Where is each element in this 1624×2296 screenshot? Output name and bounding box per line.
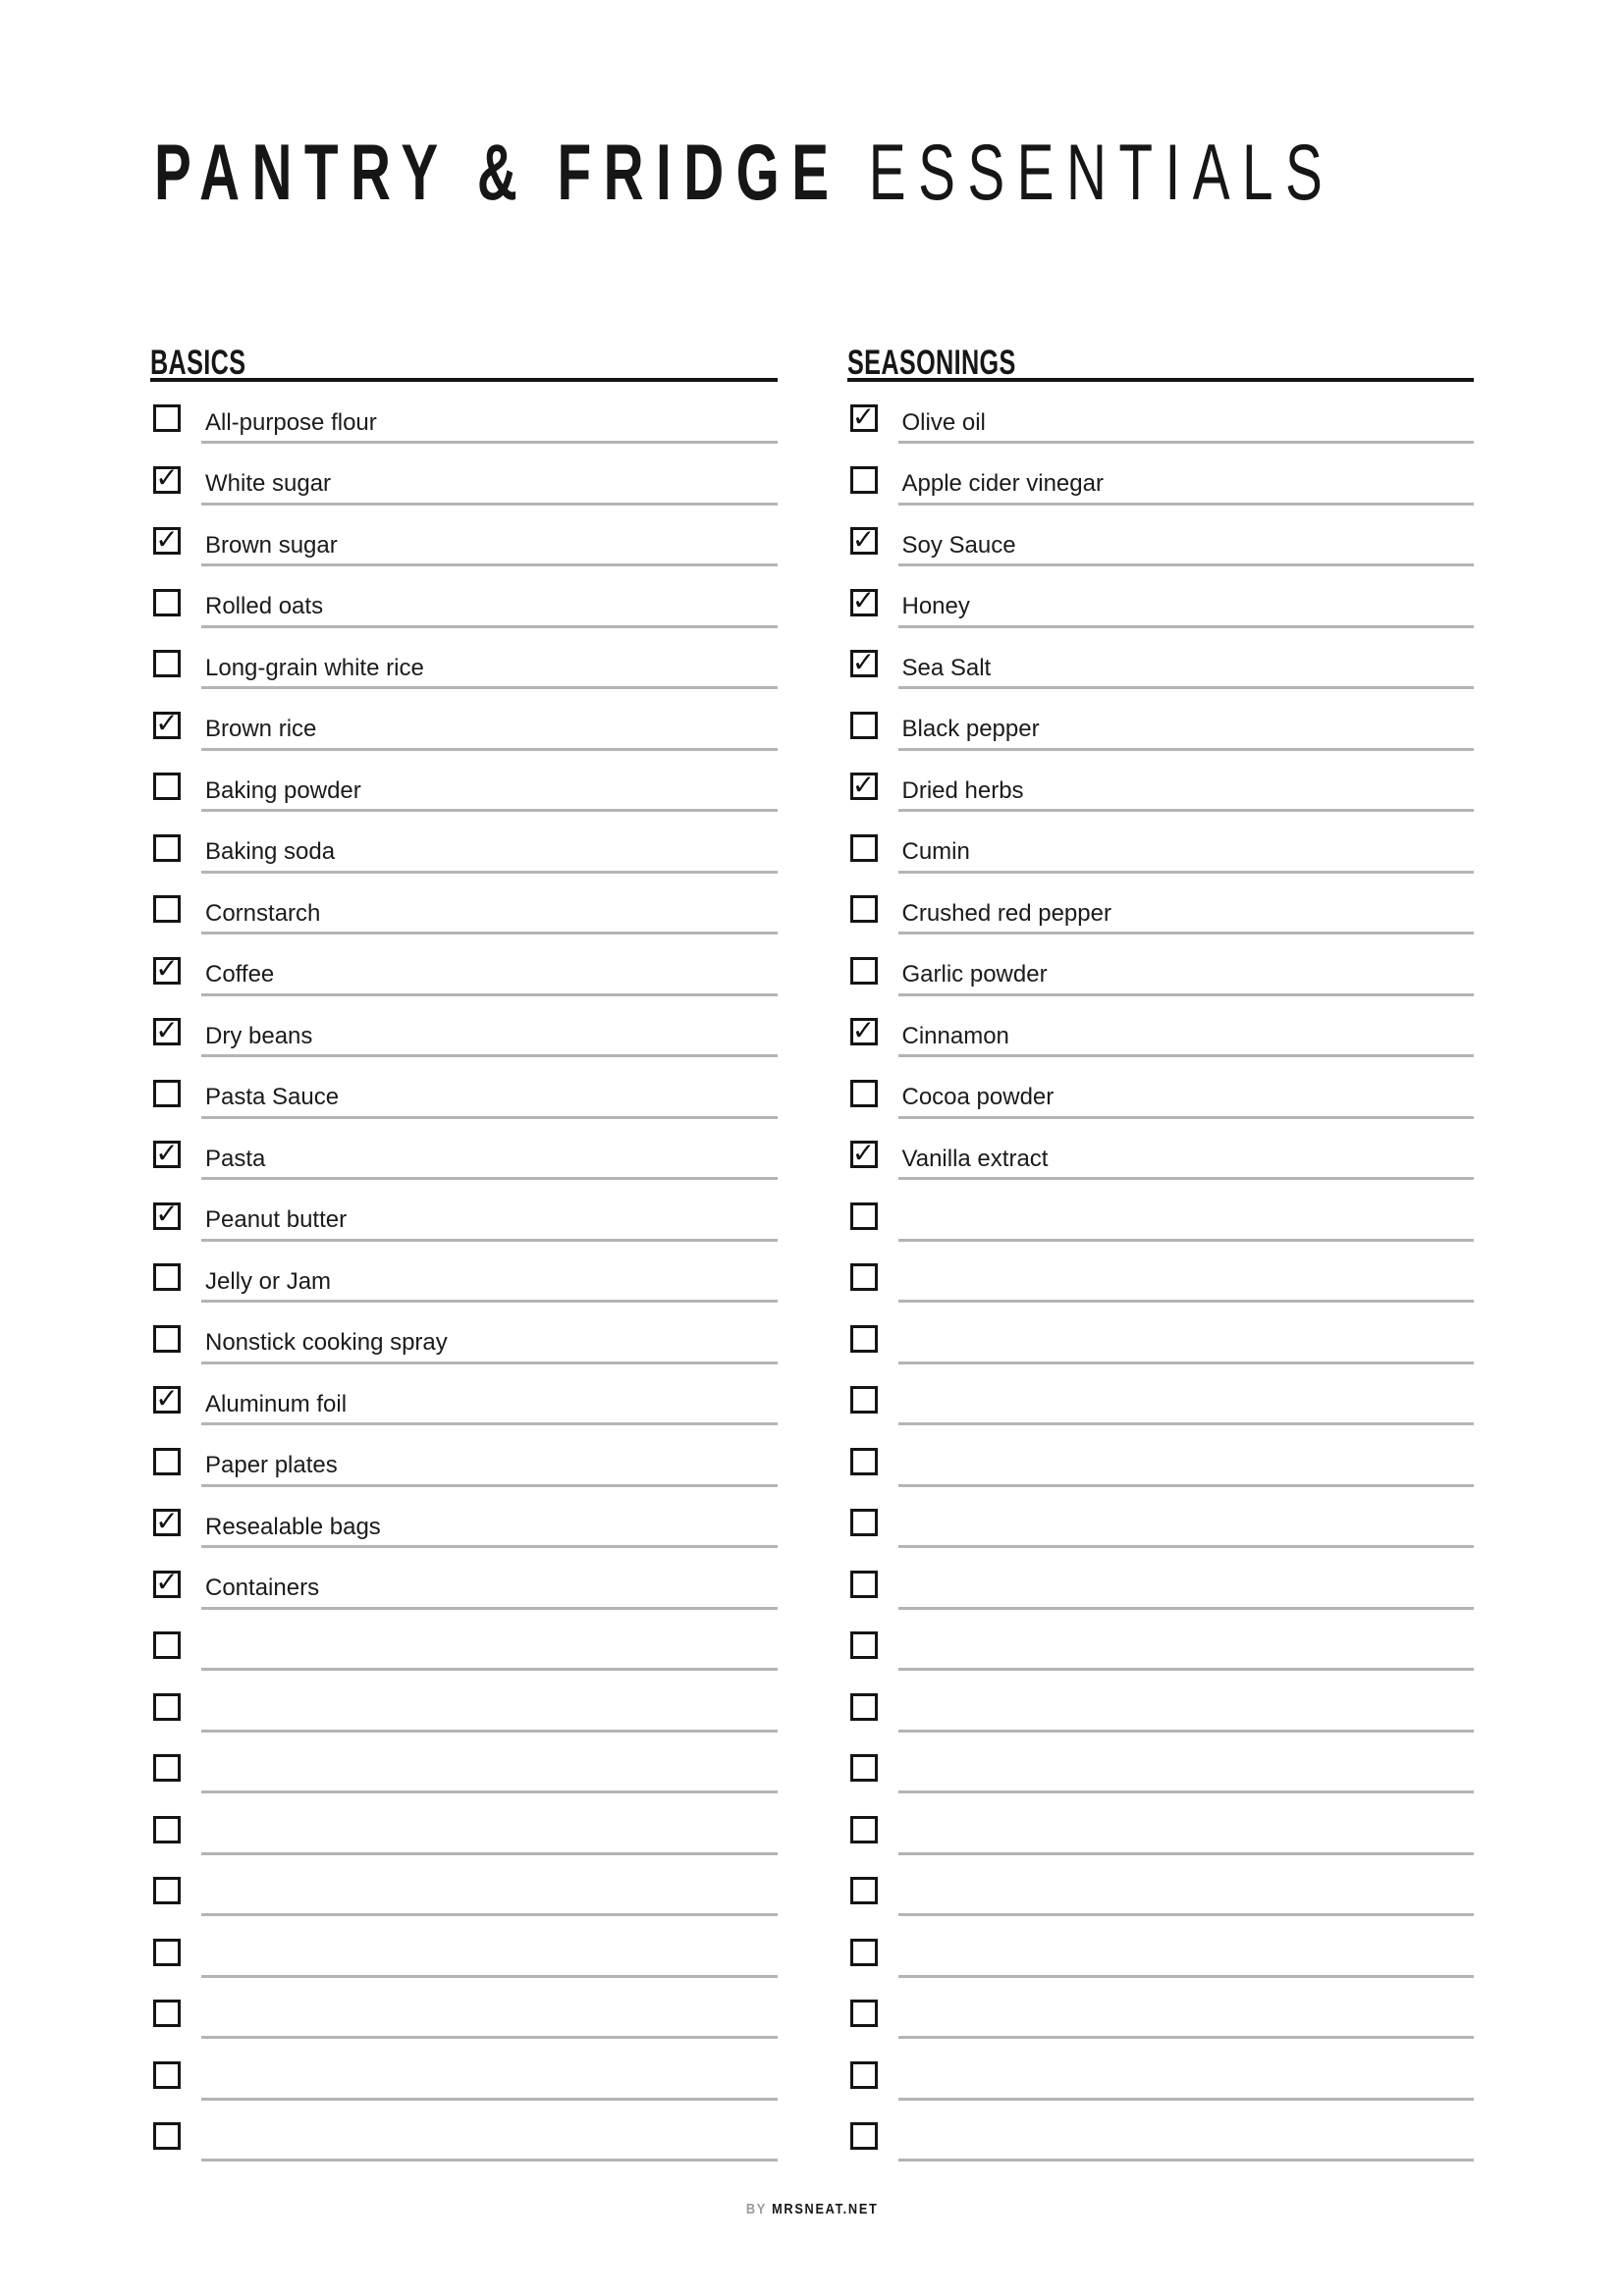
item-label: Olive oil [901,408,986,436]
checklist-row [847,1754,1475,1816]
checkbox-unchecked[interactable] [850,1386,878,1414]
item-underline [201,1141,778,1180]
checklist-row [847,895,1475,957]
checklist-row [150,1136,778,1202]
item-label: Paper plates [205,1452,338,1478]
footer-credit [746,2201,879,2217]
checklist-row [150,1693,778,1755]
checkbox-checked[interactable]: ✓ [850,404,878,432]
item-label: Cinnamon [901,1022,1009,1049]
checklist-row [150,1631,778,1693]
footer-by-label: BY [745,2201,767,2217]
checkbox-unchecked[interactable] [153,1816,181,1843]
item-underline [201,1509,778,1548]
checkbox-unchecked[interactable] [153,1448,181,1475]
item-underline [201,1325,778,1364]
item-underline [201,1448,778,1487]
footer-site-label: MRSNEAT.NET [771,2201,879,2217]
checkbox-unchecked[interactable] [850,1448,878,1475]
checkbox-unchecked[interactable] [850,1202,878,1230]
checkbox-unchecked[interactable] [153,1877,181,1904]
item-underline [898,834,1475,874]
page-title-sub: ESSENTIALS [868,129,1335,217]
item-underline [898,2061,1475,2101]
item-label: Resealable bags [205,1513,381,1540]
item-label: Honey [901,593,970,619]
item-label: White sugar [205,470,332,497]
item-underline [898,1631,1475,1671]
item-underline [201,1754,778,1793]
item-underline [201,1263,778,1303]
checklist-row [847,768,1475,834]
item-label: All-purpose flour [205,408,377,436]
item-underline [201,2061,778,2101]
column-basics [150,346,778,2184]
checklist-row [847,2122,1475,2184]
item-label: Brown rice [205,716,317,742]
checklist-row [150,773,778,834]
checklist-columns [150,346,1474,2184]
checklist-row [847,400,1475,466]
checklist-row [847,1816,1475,1878]
item-underline [898,1448,1475,1487]
checklist-row [150,1448,778,1510]
item-underline [898,589,1475,628]
checklist-row [847,1136,1475,1202]
checklist-row [847,957,1475,1019]
item-label: Long-grain white rice [205,654,424,681]
item-label: Containers [205,1575,320,1601]
checklist-row [150,2122,778,2184]
item-label: Aluminum foil [205,1390,348,1417]
checklist-row [847,1263,1475,1325]
checklist-row [847,1509,1475,1571]
item-underline [201,1631,778,1671]
item-label: Black pepper [901,716,1040,742]
item-label: Pasta [205,1145,266,1172]
item-underline [898,773,1475,812]
item-underline [201,773,778,812]
item-underline [201,2122,778,2162]
page-title-main: PANTRY & FRIDGE [154,129,841,217]
item-underline [898,957,1475,996]
item-label: Garlic powder [901,961,1048,988]
checkbox-unchecked[interactable] [850,1509,878,1536]
checkbox-unchecked[interactable] [850,1080,878,1107]
item-label: Rolled oats [205,593,324,619]
item-label: Sea Salt [901,654,992,681]
checkbox-checked[interactable]: ✓ [850,650,878,677]
item-label: Coffee [205,961,275,988]
item-underline [201,1202,778,1242]
checkbox-unchecked[interactable] [850,1939,878,1966]
item-label: Jelly or Jam [205,1267,332,1295]
item-label: Cocoa powder [901,1084,1055,1110]
checklist-row [847,834,1475,896]
item-underline [898,1018,1475,1057]
checklist-row [150,2000,778,2061]
checkbox-checked[interactable]: ✓ [153,1141,181,1168]
checkbox-unchecked[interactable] [153,773,181,800]
checklist-row [150,834,778,896]
section-header-basics [150,346,778,382]
checklist-row [150,404,778,466]
item-label: Soy Sauce [901,531,1016,559]
checkbox-checked[interactable]: ✓ [850,527,878,555]
item-underline [898,1202,1475,1242]
item-underline [898,1080,1475,1119]
section-header-seasonings-label: SEASONINGS [846,344,1016,382]
checkbox-unchecked[interactable] [850,712,878,739]
checkbox-unchecked[interactable] [153,1080,181,1107]
checklist-row [847,584,1475,651]
checkbox-unchecked[interactable] [153,834,181,862]
checklist-row [150,1198,778,1264]
checkbox-unchecked[interactable] [850,2000,878,2027]
checkbox-unchecked[interactable] [850,2061,878,2089]
checklist-row [150,1504,778,1571]
checklist-row [847,1571,1475,1632]
checkbox-unchecked[interactable] [153,1754,181,1782]
checkbox-unchecked[interactable] [850,1325,878,1353]
checkbox-checked[interactable]: ✓ [850,773,878,800]
checkbox-checked[interactable]: ✓ [153,527,181,555]
item-label: Crushed red pepper [901,899,1111,927]
item-label: Nonstick cooking spray [205,1329,448,1356]
item-label: Apple cider vinegar [901,470,1104,497]
checklist-row [847,1939,1475,2001]
checkbox-unchecked[interactable] [850,1816,878,1843]
checkbox-unchecked[interactable] [850,834,878,862]
item-label: Pasta Sauce [205,1084,340,1110]
item-label: Vanilla extract [901,1145,1049,1172]
checkbox-checked[interactable]: ✓ [850,1018,878,1045]
checkbox-unchecked[interactable] [153,589,181,616]
checklist-row [150,1263,778,1325]
item-underline [898,1877,1475,1916]
checklist-row [150,461,778,528]
checklist-row [150,1566,778,1632]
item-underline [898,2122,1475,2162]
checklist-row [150,1754,778,1816]
checkbox-unchecked[interactable] [153,2061,181,2089]
item-underline [201,957,778,996]
checklist-row [150,1381,778,1448]
item-label: Brown sugar [205,531,338,559]
checkbox-unchecked[interactable] [153,404,181,432]
item-underline [201,1877,778,1916]
checklist-row [150,522,778,589]
checkbox-unchecked[interactable] [153,1263,181,1291]
checklist-row [150,2061,778,2123]
checklist-row [847,1693,1475,1755]
item-underline [201,895,778,934]
checklist-row [847,522,1475,589]
checkbox-checked[interactable]: ✓ [153,1386,181,1414]
checkbox-checked[interactable]: ✓ [153,466,181,494]
checklist-row [847,1386,1475,1448]
checkbox-unchecked[interactable] [850,957,878,985]
footer [0,2201,1624,2218]
checkbox-unchecked[interactable] [850,895,878,923]
item-underline [898,404,1475,444]
checkbox-unchecked[interactable] [850,1631,878,1659]
item-underline [201,1816,778,1855]
rows-basics [150,404,778,2184]
item-underline [898,466,1475,506]
item-underline [201,1939,778,1978]
checkbox-checked[interactable]: ✓ [153,1509,181,1536]
item-underline [898,650,1475,689]
item-underline [201,466,778,506]
checklist-row [847,2061,1475,2123]
checkbox-unchecked[interactable] [153,1693,181,1721]
section-header-seasonings [847,346,1475,382]
checkbox-unchecked[interactable] [850,466,878,494]
checklist-row [150,1325,778,1387]
item-underline [201,2000,778,2039]
item-underline [898,1816,1475,1855]
item-label: Cumin [901,838,970,865]
column-seasonings [847,346,1475,2184]
item-underline [201,1571,778,1610]
checklist-row [150,1939,778,2001]
checklist-row [150,895,778,957]
item-underline [201,404,778,444]
checkbox-unchecked[interactable] [850,1754,878,1782]
checkbox-checked[interactable]: ✓ [153,1571,181,1598]
checkbox-unchecked[interactable] [850,2122,878,2150]
item-label: Dried herbs [901,776,1024,804]
section-header-basics-label: BASICS [150,344,246,382]
checklist-row [150,952,778,1019]
checklist-row [847,1325,1475,1387]
item-underline [201,1018,778,1057]
checklist-row [847,712,1475,774]
checkbox-checked[interactable]: ✓ [850,589,878,616]
item-underline [898,1386,1475,1425]
checkbox-unchecked[interactable] [153,2000,181,2027]
item-underline [201,650,778,689]
item-underline [898,1141,1475,1180]
checkbox-unchecked[interactable] [850,1877,878,1904]
checklist-row [847,645,1475,712]
checklist-row [847,1202,1475,1264]
item-underline [898,1693,1475,1733]
item-label: Dry beans [205,1022,313,1049]
checklist-row [847,2000,1475,2061]
item-underline [898,895,1475,934]
checkbox-checked[interactable]: ✓ [153,1018,181,1045]
item-underline [898,527,1475,566]
page-title [154,129,1335,217]
item-label: Baking soda [205,838,336,865]
item-underline [201,589,778,628]
item-underline [201,834,778,874]
checkbox-unchecked[interactable] [153,895,181,923]
item-underline [201,1693,778,1733]
checklist-row [847,1631,1475,1693]
checklist-row [847,1877,1475,1939]
item-label: Baking powder [205,776,361,804]
item-underline [201,1080,778,1119]
checkbox-checked[interactable]: ✓ [850,1141,878,1168]
checkbox-unchecked[interactable] [153,1631,181,1659]
item-underline [201,527,778,566]
checkbox-unchecked[interactable] [153,2122,181,2150]
checklist-row [150,1080,778,1142]
checkbox-unchecked[interactable] [153,650,181,677]
item-underline [898,1263,1475,1303]
item-underline [898,1939,1475,1978]
rows-seasonings [847,400,1475,2184]
item-underline [898,1325,1475,1364]
checkbox-checked[interactable]: ✓ [153,1202,181,1230]
checklist-row [150,650,778,712]
checkbox-unchecked[interactable] [153,1325,181,1353]
checklist-row [150,589,778,651]
checkbox-unchecked[interactable] [850,1263,878,1291]
checkbox-unchecked[interactable] [850,1571,878,1598]
checkbox-checked[interactable]: ✓ [153,712,181,739]
checkbox-unchecked[interactable] [850,1693,878,1721]
item-label: Peanut butter [205,1206,348,1233]
checklist-row [150,707,778,774]
checklist-row [847,1080,1475,1142]
item-underline [898,712,1475,751]
checklist-row [150,1877,778,1939]
checklist-row [847,1013,1475,1080]
item-underline [201,712,778,751]
item-underline [201,1386,778,1425]
item-label: Cornstarch [205,899,321,927]
item-underline [898,1754,1475,1793]
checklist-row [847,466,1475,528]
checkbox-checked[interactable]: ✓ [153,957,181,985]
checkbox-unchecked[interactable] [153,1939,181,1966]
item-underline [898,1509,1475,1548]
checklist-row [847,1448,1475,1510]
item-underline [898,1571,1475,1610]
checklist-row [150,1013,778,1080]
checklist-row [150,1816,778,1878]
item-underline [898,2000,1475,2039]
